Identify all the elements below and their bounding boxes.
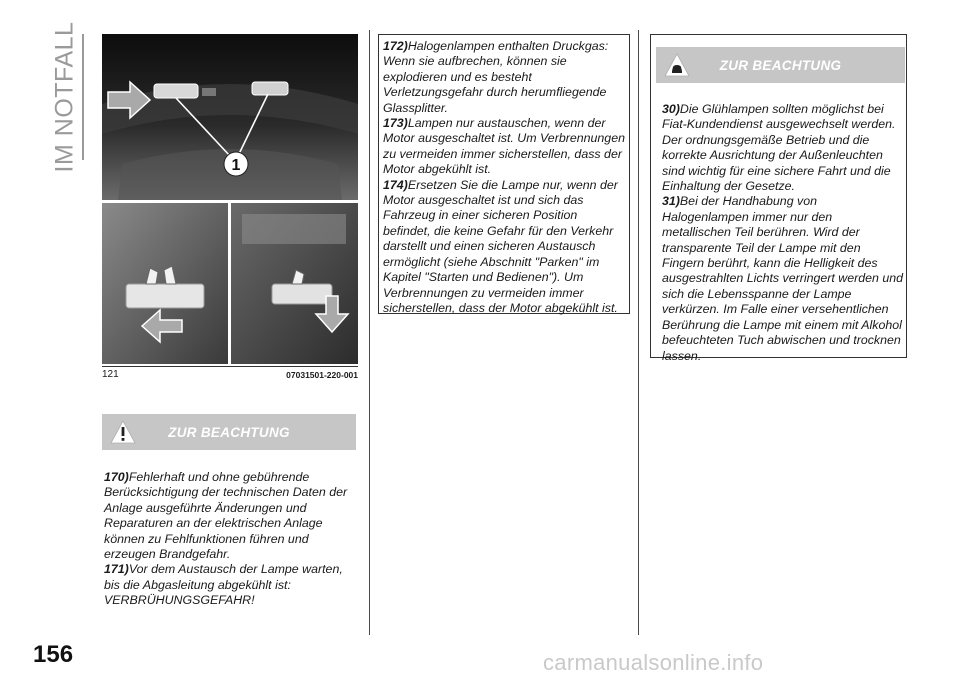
figure-illustration bbox=[102, 34, 358, 364]
column-divider-2 bbox=[638, 30, 639, 635]
note-number: 170) bbox=[104, 470, 129, 484]
note-172 bbox=[383, 39, 627, 116]
note-170 bbox=[104, 470, 356, 562]
note-text: Vor dem Austausch der Lampe warten, bis die Abgasleitung abgekühlt ist: VERBRÜHUNGSGEFAHR! bbox=[104, 562, 343, 608]
warning-header-col1 bbox=[102, 414, 356, 450]
warning-notes-col2 bbox=[383, 39, 627, 316]
figure-image bbox=[102, 34, 358, 364]
note-text: Die Glühlampen sollten möglichst bei Fiat-Kundendienst ausgewechselt werden. Der ordnungsgemäße Betrieb und die korrekte Ausrichtung der Außenleuchten sind wichtig für eine sichere Fahrt und die Einhaltung der Gesetze. bbox=[662, 102, 896, 194]
page-number: 156 bbox=[33, 641, 74, 668]
watermark: carmanualsonline.info bbox=[543, 650, 764, 675]
note-text: Bei der Handhabung von Halogenlampen immer nur den metallischen Teil berühren. Wird der transparente Teil der Lampe mit den Fingern berührt, kann die Helligkeit des ausgestrahlten Lichts verringert werden und sich die Lebensspanne der Lampe verkürzen. Im Falle einer versehentlichen Berührung die Lampe mit einem mit Alkohol befeuchteten Tuch abwischen und trocknen lassen. bbox=[662, 194, 904, 363]
note-number: 174) bbox=[383, 177, 408, 192]
note-number: 172) bbox=[383, 39, 408, 53]
section-title: IM NOTFALL bbox=[50, 21, 79, 173]
note-31 bbox=[662, 194, 904, 363]
note-number: 30) bbox=[662, 102, 680, 116]
note-171 bbox=[104, 562, 356, 608]
column-divider-1 bbox=[369, 30, 370, 635]
warning-title-col3: ZUR BEACHTUNG bbox=[719, 57, 842, 73]
note-number: 171) bbox=[104, 562, 129, 577]
note-number: 31) bbox=[662, 194, 680, 209]
warning-header-col3 bbox=[656, 47, 905, 83]
note-173 bbox=[383, 116, 627, 178]
warning-notes-col3 bbox=[662, 102, 904, 364]
note-number: 173) bbox=[383, 116, 408, 131]
note-text: Fehlerhaft und ohne gebührende Berücksichtigung der technischen Daten der Anlage ausgeführte Änderungen und Reparaturen an der elektrischen Anlage können zu Fehlfunktionen führen und erzeugen Brandgefahr. bbox=[104, 470, 348, 562]
note-30 bbox=[662, 102, 904, 194]
note-174 bbox=[383, 178, 627, 317]
warning-title-col1: ZUR BEACHTUNG bbox=[168, 424, 290, 440]
note-text: Lampen nur austauschen, wenn der Motor ausgeschaltet ist. Um Verbrennungen zu vermeiden immer sicherstellen, dass der Motor abgekühlt ist. bbox=[383, 116, 625, 177]
warning-notes-col1 bbox=[104, 470, 356, 609]
figure-callout-label: 1 bbox=[231, 157, 241, 174]
figure-code: 07031501-220-001 bbox=[286, 370, 358, 380]
note-text: Halogenlampen enthalten Druckgas: Wenn sie aufbrechen, können sie explodieren und es besteht Verletzungsgefahr durch herumfliegende Glassplitter. bbox=[383, 39, 609, 115]
section-title-bar bbox=[82, 34, 84, 160]
car-warning-icon bbox=[664, 53, 690, 77]
note-text: Ersetzen Sie die Lampe nur, wenn der Motor ausgeschaltet ist und sich das Fahrzeug in einer sicheren Position befindet, die keine Gefahr für den Verkehr darstellt und einen sicheren Austausch ermöglicht (siehe Abschnitt "Parken" im Kapitel "Starten und Bedienen"). Um Verbrennungen zu vermeiden immer sicherstellen, dass der Motor abgekühlt ist. bbox=[383, 177, 618, 315]
figure-number: 121 bbox=[102, 369, 119, 380]
warning-triangle-icon bbox=[110, 420, 136, 444]
figure-caption bbox=[102, 366, 358, 380]
